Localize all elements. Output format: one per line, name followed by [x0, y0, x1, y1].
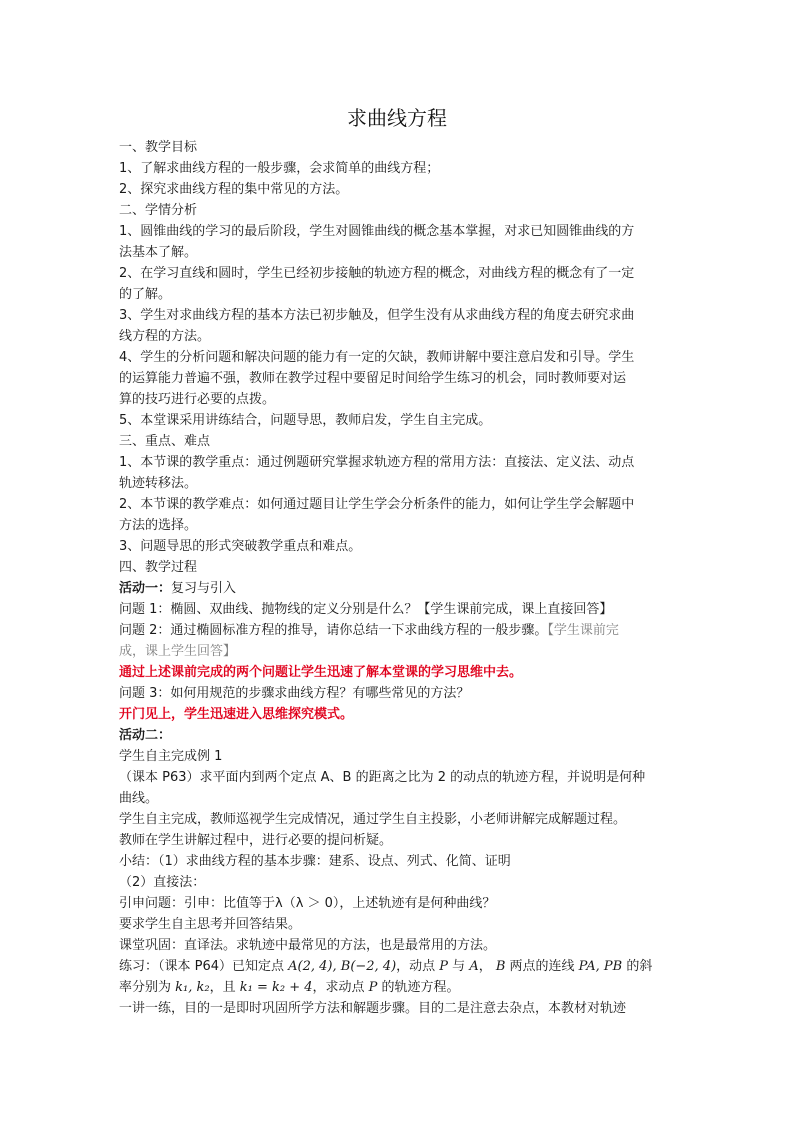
text-run: 活动一： — [119, 581, 172, 596]
math-expression: k₁ = k₂ + 4 — [239, 980, 313, 995]
text-run: 活动二： — [119, 728, 172, 743]
text-run: 通过上述课前完成的两个问题让学生迅速了解本堂课的学习思维中去。 — [119, 665, 523, 680]
text-line — [119, 368, 679, 389]
text-line — [119, 452, 679, 473]
text-run: 3、问题导思的形式突破教学重点和难点。 — [119, 539, 362, 554]
text-run: ， — [478, 959, 496, 974]
text-run: 四、教学过程 — [119, 560, 198, 575]
text-line — [119, 641, 679, 662]
text-run: 1、了解求曲线方程的一般步骤，会求简单的曲线方程； — [119, 161, 440, 176]
text-run: 算的技巧进行必要的点拨。 — [119, 392, 276, 407]
text-line — [119, 914, 679, 935]
text-run: 1、本节课的教学重点：通过例题研究掌握求轨迹方程的常用方法：直接法、定义法、动点 — [119, 455, 635, 470]
text-run: 学生自主完成例 1 — [119, 749, 223, 764]
text-run: 2、在学习直线和圆时，学生已经初步接触的轨迹方程的概念，对曲线方程的概念有了一定 — [119, 266, 635, 281]
text-run: 课堂巩固：直译法。求轨迹中最常见的方法，也是最常用的方法。 — [119, 938, 497, 953]
text-line — [119, 536, 679, 557]
text-line — [119, 431, 679, 452]
text-run: ，求动点 — [312, 980, 369, 995]
text-run: 的运算能力普遍不强，教师在教学过程中要留足时间给学生练习的机会，同时教师要对运 — [119, 371, 627, 386]
math-expression: B — [495, 959, 506, 974]
text-line — [119, 179, 679, 200]
text-line — [119, 410, 679, 431]
text-run: （2）直接法： — [119, 875, 206, 890]
text-line — [119, 578, 679, 599]
text-line — [119, 389, 679, 410]
text-run: 2、本节课的教学难点：如何通过题目让学生学会分析条件的能力，如何让学生学会解题中 — [119, 497, 635, 512]
text-line — [119, 872, 679, 893]
text-run: 的斜 — [622, 959, 653, 974]
text-run: 练习：（课本 P64）已知定点 — [119, 959, 289, 974]
text-line — [119, 935, 679, 956]
text-run: 曲线。 — [119, 791, 159, 806]
text-line — [119, 746, 679, 767]
text-line — [119, 851, 679, 872]
text-line — [119, 242, 679, 263]
text-run: 复习与引入 — [171, 581, 237, 596]
text-line — [119, 704, 679, 725]
text-line — [119, 599, 679, 620]
text-line — [119, 725, 679, 746]
text-run: 学生自主完成，教师巡视学生完成情况，通过学生自主投影，小老师讲解完成解题过程。 — [119, 812, 627, 827]
text-run: 法基本了解。 — [119, 245, 198, 260]
math-expression: PA, PB — [578, 959, 623, 974]
text-line — [119, 662, 679, 683]
text-run: ，动点 — [396, 959, 440, 974]
text-line — [119, 263, 679, 284]
text-run: 方法的选择。 — [119, 518, 198, 533]
document-body — [119, 137, 679, 1019]
text-line — [119, 893, 679, 914]
text-run: ，且 — [209, 980, 240, 995]
text-run: 一、教学目标 — [119, 140, 198, 155]
text-run: 问题 3：如何用规范的步骤求曲线方程？有哪些常见的方法？ — [119, 686, 470, 701]
text-run: 3、学生对求曲线方程的基本方法已初步触及，但学生没有从求曲线方程的角度去研究求曲 — [119, 308, 635, 323]
text-line — [119, 221, 679, 242]
text-line — [119, 683, 679, 704]
math-expression: A(2, 4), B(−2, 4) — [288, 959, 397, 974]
text-run: 两点的连线 — [505, 959, 579, 974]
text-line — [119, 809, 679, 830]
text-line — [119, 977, 679, 998]
text-run: 引申问题：引申：比值等于λ（λ ＞ 0），上述轨迹有是何种曲线？ — [119, 896, 496, 911]
text-run: （课本 P63）求平面内到两个定点 A、B 的距离之比为 2 的动点的轨迹方程，并说明是何种 — [119, 770, 646, 785]
text-run: 线方程的方法。 — [119, 329, 211, 344]
text-line — [119, 284, 679, 305]
text-run: 5、本堂课采用讲练结合，问题导思，教师启发，学生自主完成。 — [119, 413, 492, 428]
text-line — [119, 494, 679, 515]
text-run: 轨迹转移法。 — [119, 476, 198, 491]
text-run: 成，课上学生回答】 — [119, 644, 237, 659]
text-run: 1、圆锥曲线的学习的最后阶段，学生对圆锥曲线的概念基本掌握，对求已知圆锥曲线的方 — [119, 224, 635, 239]
text-run: 的了解。 — [119, 287, 172, 302]
math-expression: A — [469, 959, 479, 974]
text-line — [119, 347, 679, 368]
text-line — [119, 326, 679, 347]
text-run: 与 — [448, 959, 470, 974]
text-line — [119, 158, 679, 179]
text-run: 要求学生自主思考并回答结果。 — [119, 917, 302, 932]
math-expression: P — [368, 980, 378, 995]
text-line — [119, 200, 679, 221]
text-run: 4、学生的分析问题和解决问题的能力有一定的欠缺，教师讲解中要注意启发和引导。学生 — [119, 350, 635, 365]
text-run: 问题 2：通过椭圆标准方程的推导，请你总结一下求曲线方程的一般步骤。 — [119, 623, 548, 638]
text-line — [119, 767, 679, 788]
text-line — [119, 620, 679, 641]
text-line — [119, 788, 679, 809]
text-run: 教师在学生讲解过程中，进行必要的提问析疑。 — [119, 833, 393, 848]
math-expression: P — [439, 959, 449, 974]
text-run: 三、重点、难点 — [119, 434, 211, 449]
text-run: 开门见上，学生迅速进入思维探究模式。 — [119, 707, 354, 722]
text-line — [119, 515, 679, 536]
text-run: 【学生课前完 — [547, 623, 619, 638]
text-line — [119, 830, 679, 851]
page-title: 求曲线方程 — [347, 106, 447, 130]
text-run: 率分别为 — [119, 980, 176, 995]
math-expression: k₁, k₂ — [175, 980, 210, 995]
text-line — [119, 473, 679, 494]
text-run: 问题 1：椭圆、双曲线、抛物线的定义分别是什么？【学生课前完成，课上直接回答】 — [119, 602, 613, 617]
text-line — [119, 137, 679, 158]
text-line — [119, 305, 679, 326]
text-line — [119, 557, 679, 578]
text-line — [119, 956, 679, 977]
text-line — [119, 998, 679, 1019]
text-run: 二、学情分析 — [119, 203, 198, 218]
text-run: 小结：（1）求曲线方程的基本步骤：建系、设点、列式、化简、证明 — [119, 854, 511, 869]
text-run: 一讲一练，目的一是即时巩固所学方法和解题步骤。目的二是注意去杂点，本教材对轨迹 — [119, 1001, 627, 1016]
text-run: 2、探究求曲线方程的集中常见的方法。 — [119, 182, 349, 197]
text-run: 的轨迹方程。 — [377, 980, 460, 995]
